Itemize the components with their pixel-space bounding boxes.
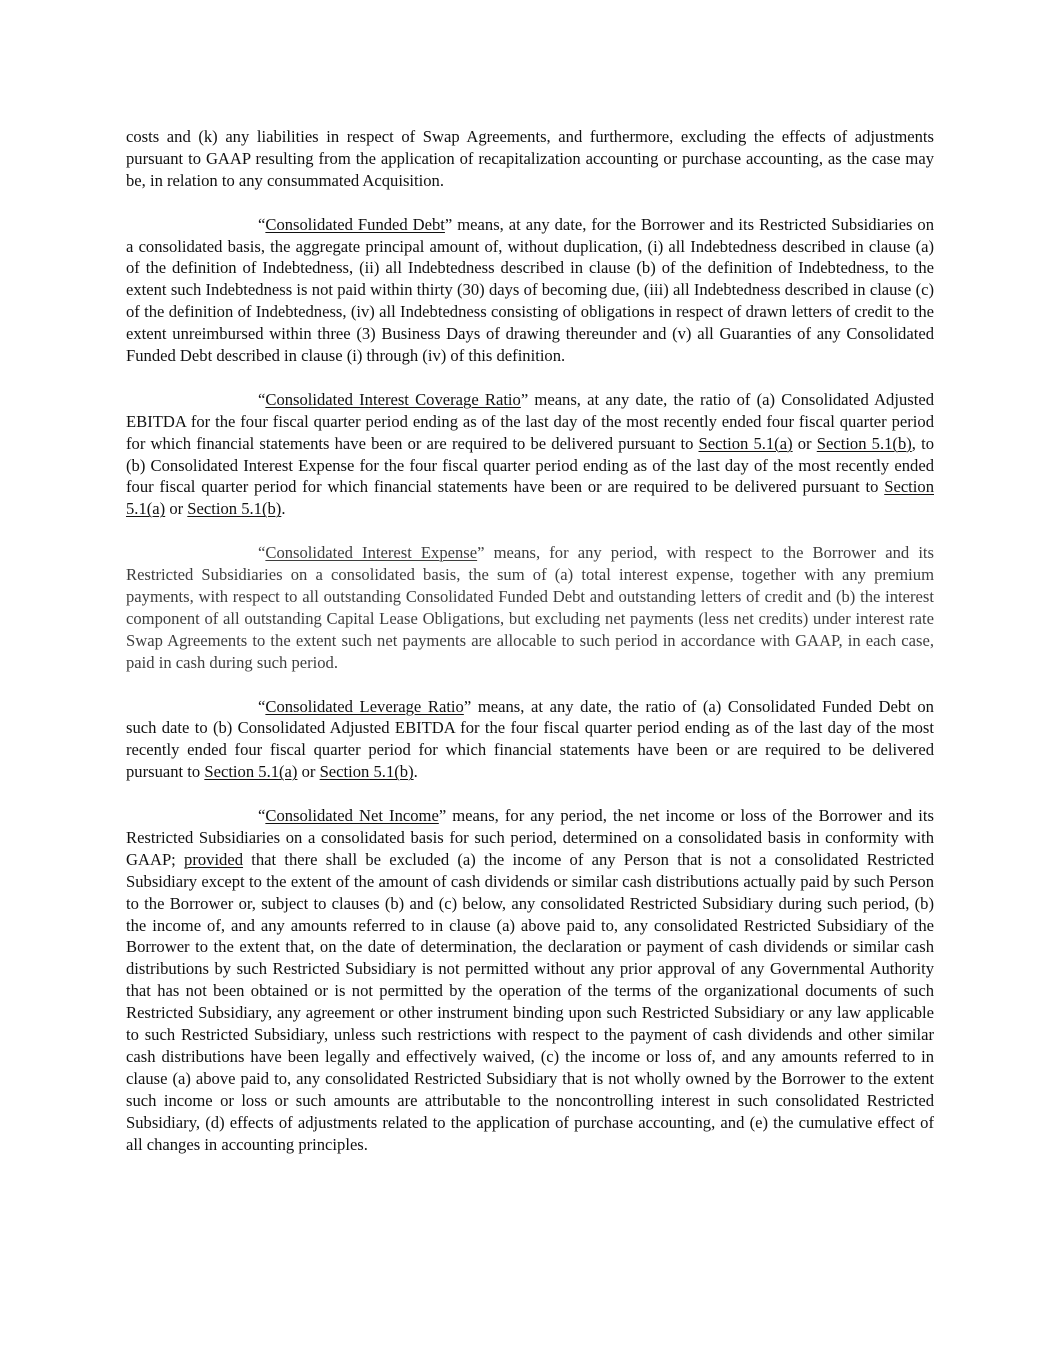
definition-text: or xyxy=(297,762,320,782)
open-quote: “ xyxy=(258,696,266,716)
definition-consolidated-interest-expense xyxy=(126,542,934,673)
open-quote: “ xyxy=(258,806,266,826)
section-reference: Section 5.1(a) xyxy=(204,762,298,782)
close-quote: ” xyxy=(520,389,529,409)
definition-text: means, at any date, for the Borrower and its Restricted Subsidiaries on a consolidated basis, the aggregate principal amount of, without duplication, (i) all Indebtedness described in clause (a) of the definition of Indebtedness, (ii) all Indebtedness described in clause (b) of the definition of Indebtedness, to the extent such Indebtedness is not paid within thirty (30) days of becoming due, (iii) all Indebtedness described in clause (c) of the definition of Indebtedness, (iv) all Indebtedness consisting of obligations in respect of drawn letters of credit to the extent unreimbursed within three (3) Business Days of drawing thereunder and (v) all Guaranties of any Consolidated Funded Debt described in clause (i) through (iv) of this definition. xyxy=(126,214,934,366)
close-quote: ” xyxy=(463,696,472,716)
close-quote: ” xyxy=(444,214,453,234)
open-quote: “ xyxy=(258,543,266,563)
close-quote: ” xyxy=(477,543,485,563)
definition-text: means, for any period, with respect to the Borrower and its Restricted Subsidiaries on a consolidated basis, the sum of (a) total interest expense, together with any premium payments, with respect to all outstanding Consolidated Funded Debt and outstanding letters of credit and (b) the interest component of all outstanding Capital Lease Obligations, but excluding net payments (less net credits) under interest rate Swap Agreements to the extent such net payments are allocable to such period in accordance with GAAP, in each case, paid in cash during such period. xyxy=(126,543,934,672)
defined-term: Consolidated Funded Debt xyxy=(265,214,445,234)
definition-text: means, at any date, the ratio of (a) Consolidated Funded Debt on such date to (b) Consolidated Adjusted EBITDA for the four fiscal quarter period ending as of the last day of the most recently ended four fiscal quarter period for which financial statements have been or are required to be delivered pursuant to xyxy=(126,696,934,782)
section-reference: Section 5.1(b) xyxy=(187,499,282,519)
definition-text: , to (b) Consolidated Interest Expense for the four fiscal quarter period ending as of the last day of the most recently ended four fiscal quarter period for which financial statements have been or are required to be delivered pursuant to xyxy=(126,433,934,497)
definition-text: . xyxy=(281,499,286,519)
definition-text: means, at any date, the ratio of (a) Consolidated Adjusted EBITDA for the four fiscal quarter period ending as of the last day of the most recently ended four fiscal quarter period for which financial statements have been or are required to be delivered pursuant to xyxy=(126,389,934,453)
definition-text: that there shall be excluded (a) the income of any Person that is not a consolidated Restricted Subsidiary except to the extent of the amount of cash dividends or similar cash distributions actually paid by such Person to the Borrower or, subject to clauses (b) and (c) below, any consolidated Restricted Subsidiary during such period, (b) the income of, and any amounts referred to in clause (a) above paid to, any consolidated Restricted Subsidiary of the Borrower to the extent that, on the date of determination, the declaration or payment of cash dividends or similar cash distributions by such Restricted Subsidiary is not permitted without any prior approval of any Governmental Authority that has not been obtained or is not permitted by the operation of the terms of the organizational documents of such Restricted Subsidiary, any agreement or other instrument binding upon such Restricted Subsidiary or any law applicable to such Restricted Subsidiary, unless such restrictions with respect to the payment of cash dividends and other similar cash distributions have been legally and effectively waived, (c) the income or loss of, and any amounts referred to in clause (a) above paid to, any consolidated Restricted Subsidiary that is not wholly owned by the Borrower to the extent such income or loss or such amounts are attributable to the noncontrolling interest in such consolidated Restricted Subsidiary, (d) effects of adjustments related to the application of purchase accounting, and (e) the cumulative effect of all changes in accounting principles. xyxy=(126,849,934,1154)
section-reference: Section 5.1(a) xyxy=(698,433,793,453)
definition-text: . xyxy=(413,762,418,782)
paragraph-text: costs and (k) any liabilities in respect of Swap Agreements, and furthermore, excluding the effects of adjustments pursuant to GAAP resulting from the application of recapitalization accounting or purchase accounting, as the case may be, in relation to any consummated Acquisition. xyxy=(126,127,934,190)
open-quote: “ xyxy=(258,214,266,234)
defined-term: Consolidated Net Income xyxy=(265,806,439,826)
section-reference: Section 5.1(a) xyxy=(126,477,934,519)
document-page xyxy=(126,126,934,1156)
open-quote: “ xyxy=(258,389,266,409)
definition-consolidated-interest-coverage-ratio xyxy=(126,389,934,520)
definition-consolidated-leverage-ratio xyxy=(126,696,934,784)
definition-text: or xyxy=(165,499,188,519)
definition-consolidated-net-income xyxy=(126,805,934,1156)
defined-term: Consolidated Interest Expense xyxy=(265,543,478,563)
definition-text: or xyxy=(792,433,817,453)
proviso-term: provided xyxy=(184,849,244,869)
definition-consolidated-funded-debt xyxy=(126,214,934,367)
definition-text: means, for any period, the net income or loss of the Borrower and its Restricted Subsidiaries on a consolidated basis for such period, determined on a consolidated basis in conformity with GAAP; xyxy=(126,806,934,869)
close-quote: ” xyxy=(438,806,447,826)
section-reference: Section 5.1(b) xyxy=(319,762,414,782)
defined-term: Consolidated Leverage Ratio xyxy=(265,696,464,716)
paragraph-continuation xyxy=(126,126,934,192)
section-reference: Section 5.1(b) xyxy=(816,433,912,453)
defined-term: Consolidated Interest Coverage Ratio xyxy=(265,389,521,409)
